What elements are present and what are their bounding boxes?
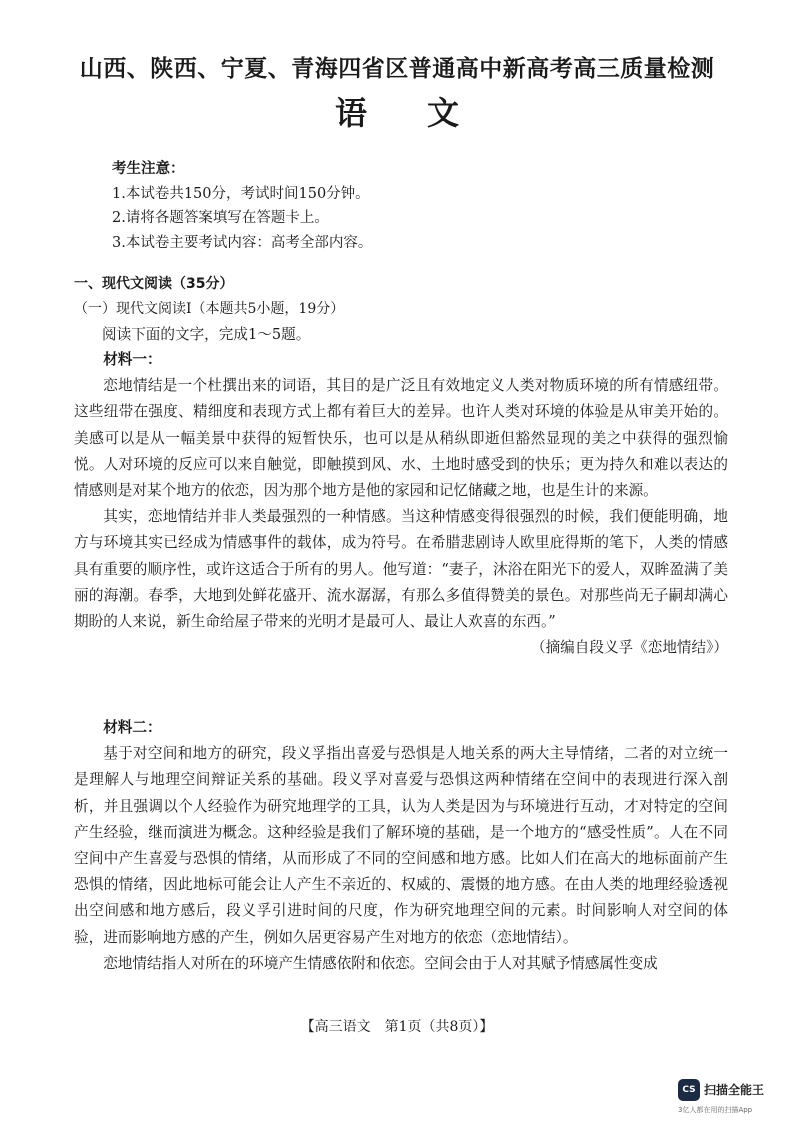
subject-title: [0, 88, 794, 134]
subject-char: 语: [334, 94, 367, 132]
notice-item: 3.本试卷主要考试内容：高考全部内容。: [112, 234, 373, 251]
candidate-notice: [112, 157, 372, 255]
material-one-source: （摘编自段义孚《恋地情结》）: [530, 639, 728, 657]
reading-instruction: 阅读下面的文字，完成1～5题。: [102, 326, 311, 343]
page-footer: 【高三语文 第1页（共8页）】: [300, 1019, 494, 1035]
camscanner-logo-icon: CS: [678, 1079, 700, 1101]
material-two-paragraph: 基于对空间和地方的研究，段义孚指出喜爱与恐惧是人地关系的两大主导情绪，二者的对立统一是理解人与地理空间辩证关系的基础。段义孚对喜爱与恐惧这两种情绪在空间中的表现进行深入剖析，并且强调以个人经验作为研究地理学的工具，认为人类是因为与环境进行互动，才对特定的空间产生经验，继而演进为概念。这种经验是我们了解环境的基础，是一个地方的“感受性质”。人在不同空间中产生喜爱与恐惧的情绪，从而形成了不同的空间感和地方感。比如人们在高大的地标面前产生恐惧的情绪，因此地标可能会让人产生不亲近的、权威的、震慑的地方感。在由人类的地理经验透视出空间感和地方感后，段义孚引进时间的尺度，作为研究地理空间的元素。时间影响人对空间的体验，进而影响地方感的产生，例如久居更容易产生对地方的依恋（恋地情结）。: [74, 745, 728, 946]
material-one-label: 材料一：: [103, 351, 162, 368]
material-two-paragraph: 恋地情结指人对所在的环境产生情感依附和依恋。空间会由于人对其赋予情感属性变成: [103, 954, 658, 972]
section-subheading: （一）现代文阅读Ⅰ（本题共5小题，19分）: [74, 301, 345, 317]
notice-item: 2.请将各题答案填写在答题卡上。: [112, 210, 329, 226]
notice-title: 考生注意：: [112, 161, 185, 177]
subject-char: 文: [427, 94, 460, 132]
material-one-paragraph: 恋地情结是一个杜撰出来的词语，其目的是广泛且有效地定义人类对物质环境的所有情感纽带。这些纽带在强度、精细度和表现方式上都有着巨大的差异。也许人类对环境的体验是从审美开始的。美感可以是从一幅美景中获得的短暂快乐，也可以是从稍纵即逝但豁然显现的美之中获得的强烈愉悦。人对环境的反应可以来自触觉，即触摸到风、水、土地时感受到的快乐；更为持久和难以表达的情感则是对某个地方的依恋，因为那个地方是他的家园和记忆储藏之地，也是生计的来源。: [74, 377, 728, 500]
section-heading: 一、现代文阅读（35分）: [74, 276, 234, 292]
scanner-app-name: 扫描全能王: [704, 1083, 765, 1097]
scanner-watermark: [678, 1077, 786, 1117]
notice-item: 1.本试卷共150分，考试时间150分钟。: [112, 185, 370, 202]
material-one: [74, 347, 728, 661]
material-two-label: 材料二：: [103, 719, 162, 736]
scanner-tagline: 3亿人都在用的扫描App: [678, 1106, 753, 1114]
material-two: [74, 715, 728, 977]
material-one-paragraph: 其实，恋地情结并非人类最强烈的一种情感。当这种情感变得很强烈的时候，我们便能明确，地方与环境其实已经成为情感事件的载体，成为符号。在希腊悲剧诗人欧里庇得斯的笔下，人类的情感具有重要的顺序性，或许这适合于所有的男人。他写道：“妻子，沐浴在阳光下的爱人，双眸盈满了美丽的海潮。春季，大地到处鲜花盛开、流水潺潺，有那么多值得赞美的景色。对那些尚无子嗣却满心期盼的人来说，新生命给屋子带来的光明才是最可人、最让人欢喜的东西。”: [74, 508, 728, 631]
exam-title: 山西、陕西、宁夏、青海四省区普通高中新高考高三质量检测: [79, 56, 715, 82]
